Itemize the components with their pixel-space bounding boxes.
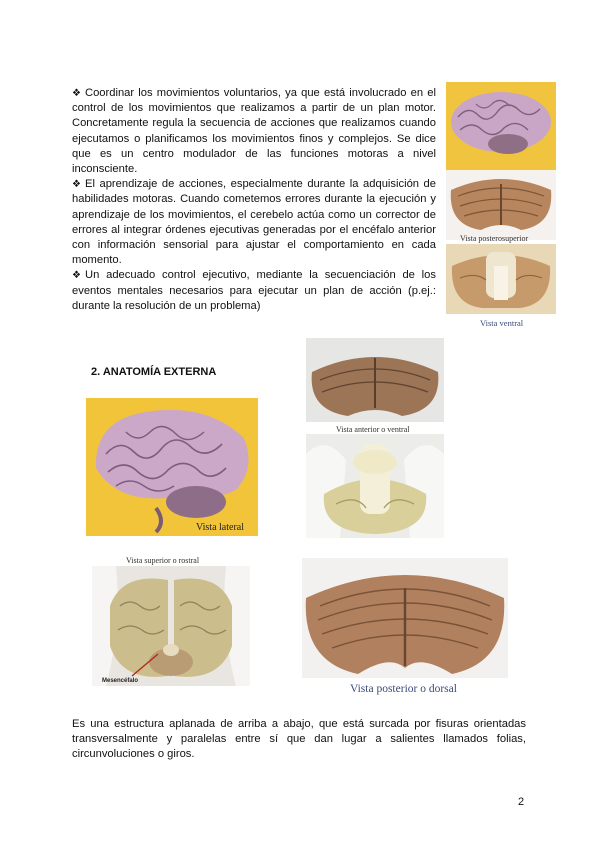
brain-lateral-small-photo [446,82,556,170]
section-title: 2. ANATOMÍA EXTERNA [91,366,217,378]
caption-mesencefalo: Mesencéfalo [102,678,139,684]
caption-posterosuperior: Vista posterosuperior [460,234,529,243]
caption-anterior-ventral: Vista anterior o ventral [336,425,410,434]
page-number: 2 [518,796,525,808]
cerebellum-posterosuperior-photo [446,170,556,240]
bullet-glyph-icon: ❖ [72,179,81,191]
caption-superior-rostral: Vista superior o rostral [126,556,200,565]
bullet-glyph-icon: ❖ [72,270,81,282]
brain-lateral-photo [86,398,258,536]
bullet-item-3: ❖ Un adecuado control ejecutivo, mediante la secuenciación de los eventos mentales necesarios para ejecutar un plan de acción (p.ej.: durante la resolución de un problema) [72,269,436,312]
cerebellum-anterior-top-photo [306,338,444,422]
cerebellum-ventral-small-photo [446,244,556,314]
bullet-glyph-icon: ❖ [72,88,81,99]
bullet-list [72,86,436,314]
cerebellum-posterior-photo [302,558,508,678]
bullet-item-2: ❖ El aprendizaje de acciones, especialmente durante la adquisición de habilidades motoras. Cuando cometemos errores durante la ejecución y aprendizaje de los movimientos, el cerebelo actúa como un corrector de errores al integrar órdenes ejecutivas generadas por el encéfalo anterior con información sensorial para ajustar el comportamiento en cada momento. [72,178,436,267]
cerebellum-anterior-bottom-photo [306,434,444,538]
caption-ventral-small: Vista ventral [480,318,524,328]
brain-superior-photo [92,566,250,686]
caption-lateral: Vista lateral [196,522,244,533]
caption-posterior-dorsal: Vista posterior o dorsal [350,683,457,695]
bullet-item-1: ❖ Coordinar los movimientos voluntarios, ya que está involucrado en el control de los movimientos que realizamos a partir de un plan motor. Concretamente regula la secuencia de acciones que realizamos cuando ejecutamos o planificamos los movimientos finos y complejos. Se dice que es un centro modulador de las funciones motoras a nivel inconsciente. [72,87,436,176]
description-paragraph: Es una estructura aplanada de arriba a abajo, que está surcada por fisuras orientadas transversalmente y paralelas entre sí que dan lugar a salientes llamados folias, circunvoluciones o giros. [72,718,526,761]
